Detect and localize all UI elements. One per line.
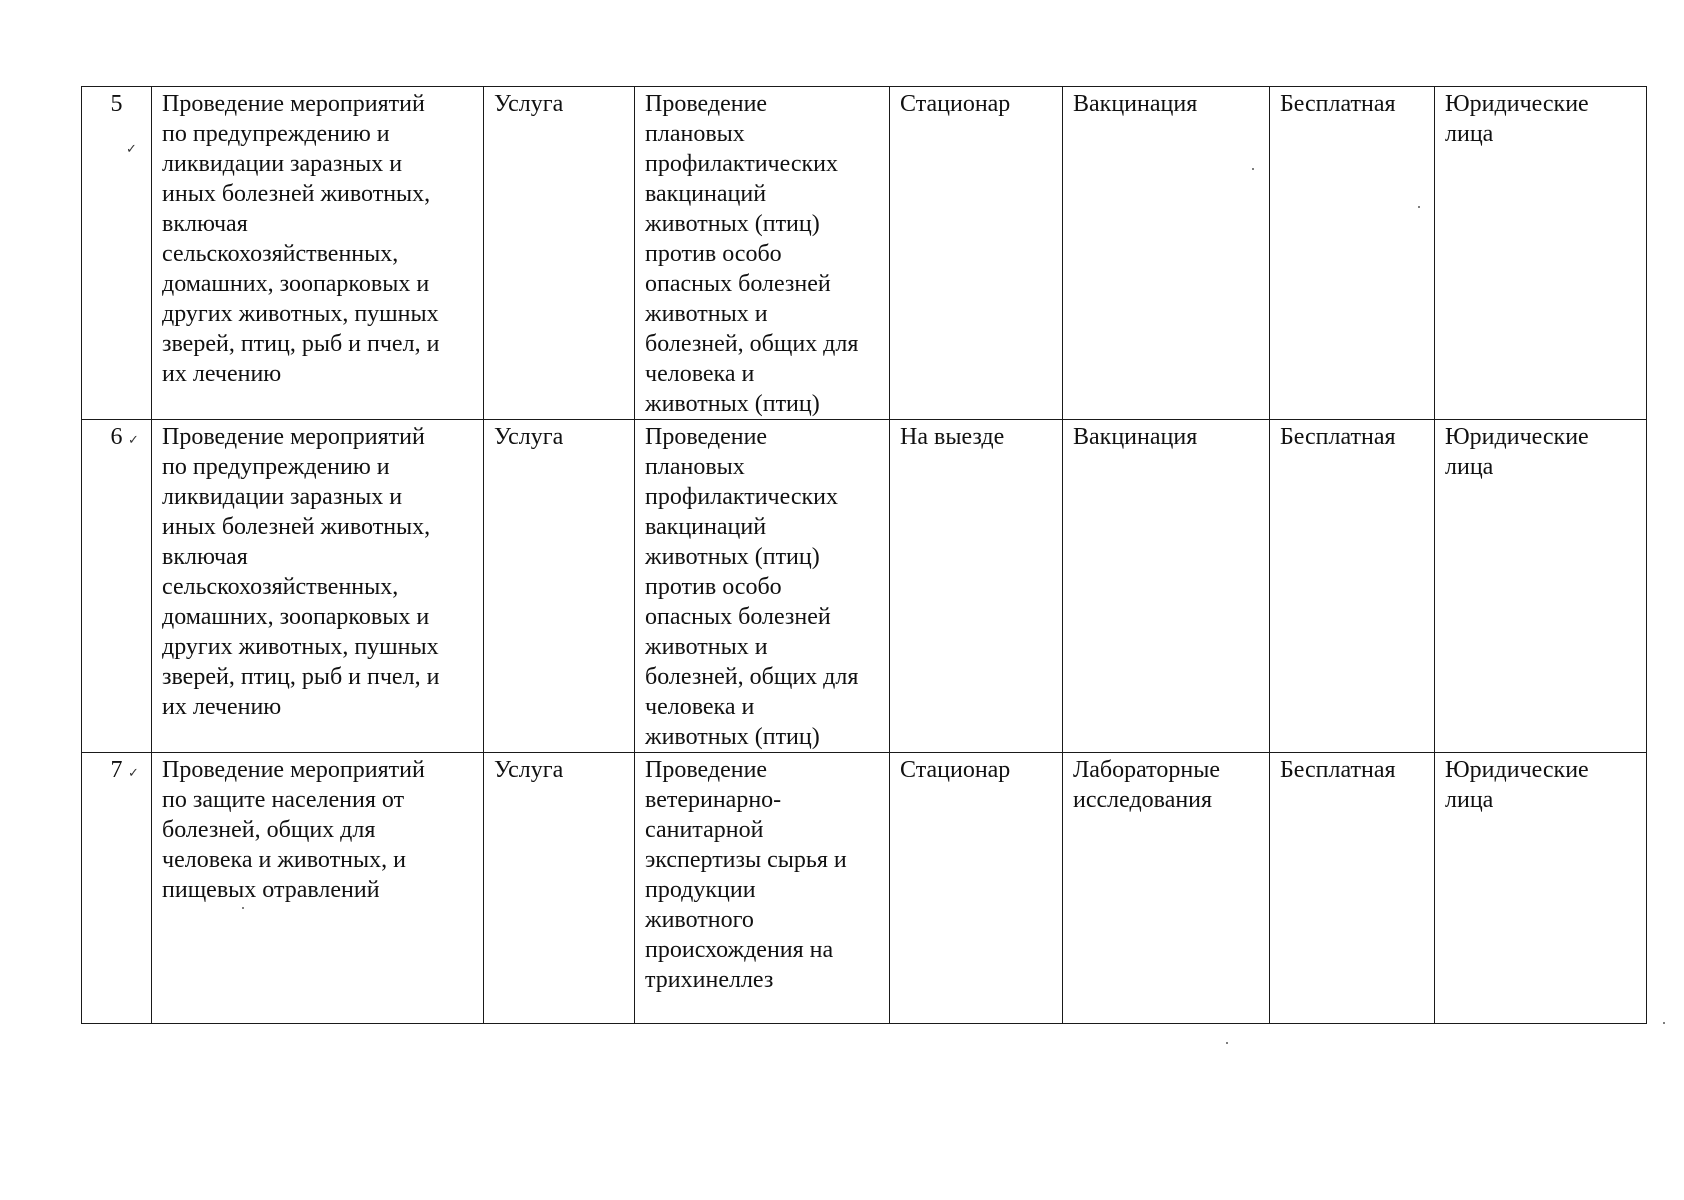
checkmark-icon: ✓ — [128, 433, 139, 448]
service-name: Проведение мероприятий по предупреждению и ликвидации заразных и иных болезней животных, включая сельскохозяйственных, домашних, зоопарковых и других животных, пушных зверей, птиц, рыб и пчел, и их лечению — [162, 424, 440, 720]
table-row — [82, 420, 1647, 753]
scan-speck — [1252, 168, 1254, 170]
checkmark-icon: ✓ — [128, 766, 139, 781]
service-name-cell — [152, 420, 484, 753]
row-number: 7 — [110, 757, 123, 783]
row-number-cell — [82, 420, 152, 753]
service-name: Проведение мероприятий по защите населения от болезней, общих для человека и животных, и пищевых отравлений — [162, 757, 425, 903]
scan-speck — [1418, 206, 1420, 208]
service-place: На выезде — [900, 424, 1005, 450]
checkmark-icon: ✓ — [126, 142, 137, 157]
service-kind: Вакцинация — [1073, 91, 1198, 117]
service-kind-cell — [1063, 87, 1270, 420]
payment-cell — [1270, 753, 1435, 1024]
service-place-cell — [890, 753, 1063, 1024]
row-number-cell — [82, 87, 152, 420]
payment-type: Бесплатная — [1280, 757, 1396, 783]
recipients: Юридические лица — [1445, 424, 1589, 480]
service-type: Услуга — [494, 91, 564, 117]
row-number: 5 — [110, 91, 123, 117]
service-type-cell — [484, 420, 635, 753]
scan-speck — [1226, 1042, 1228, 1044]
service-kind: Вакцинация — [1073, 424, 1198, 450]
service-type-cell — [484, 87, 635, 420]
row-number: 6 — [110, 424, 123, 450]
service-description: Проведение ветеринарно- санитарной экспертизы сырья и продукции животного происхождения на трихинеллез — [645, 757, 847, 993]
table-row — [82, 87, 1647, 420]
service-description: Проведение плановых профилактических вакцинаций животных (птиц) против особо опасных болезней животных и болезней, общих для человека и животных (птиц) — [645, 424, 859, 750]
service-kind-cell — [1063, 753, 1270, 1024]
recipients-cell — [1435, 87, 1647, 420]
payment-cell — [1270, 420, 1435, 753]
service-name-cell — [152, 753, 484, 1024]
service-place-cell — [890, 87, 1063, 420]
recipients-cell — [1435, 753, 1647, 1024]
scan-speck — [1663, 1022, 1665, 1024]
service-kind-cell — [1063, 420, 1270, 753]
service-description-cell — [635, 420, 890, 753]
service-description-cell — [635, 87, 890, 420]
scan-speck — [242, 907, 244, 909]
service-description: Проведение плановых профилактических вакцинаций животных (птиц) против особо опасных болезней животных и болезней, общих для человека и животных (птиц) — [645, 91, 859, 417]
service-type-cell — [484, 753, 635, 1024]
recipients: Юридические лица — [1445, 757, 1589, 813]
payment-cell — [1270, 87, 1435, 420]
service-name-cell — [152, 87, 484, 420]
table-row — [82, 753, 1647, 1024]
service-type: Услуга — [494, 757, 564, 783]
row-number-cell — [82, 753, 152, 1024]
service-place: Стационар — [900, 91, 1011, 117]
service-place: Стационар — [900, 757, 1011, 783]
service-description-cell — [635, 753, 890, 1024]
payment-type: Бесплатная — [1280, 424, 1396, 450]
service-type: Услуга — [494, 424, 564, 450]
service-name: Проведение мероприятий по предупреждению и ликвидации заразных и иных болезней животных, включая сельскохозяйственных, домашних, зоопарковых и других животных, пушных зверей, птиц, рыб и пчел, и их лечению — [162, 91, 440, 387]
services-table — [81, 86, 1647, 1024]
payment-type: Бесплатная — [1280, 91, 1396, 117]
recipients: Юридические лица — [1445, 91, 1589, 147]
service-place-cell — [890, 420, 1063, 753]
recipients-cell — [1435, 420, 1647, 753]
service-kind: Лабораторные исследования — [1073, 757, 1220, 813]
